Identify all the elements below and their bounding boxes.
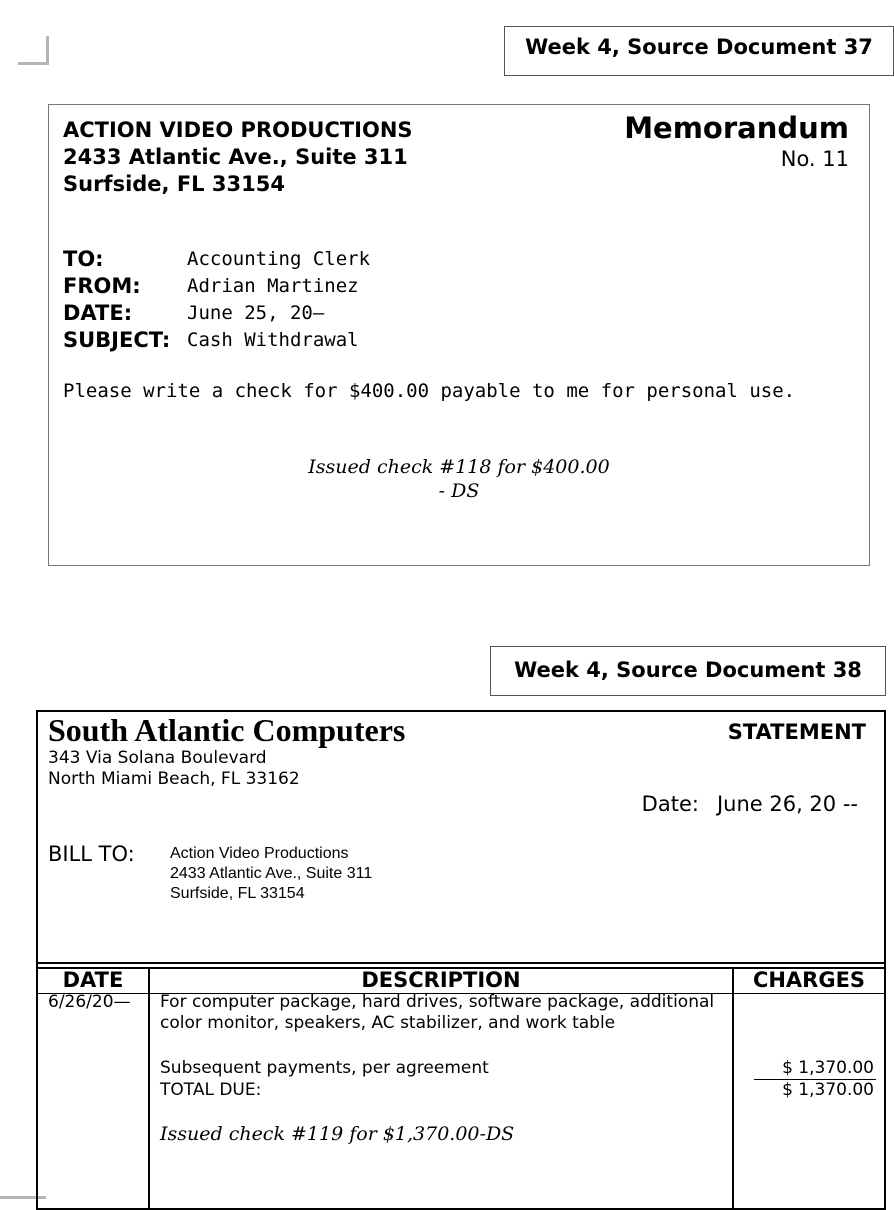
note-line2: - DS <box>438 480 480 502</box>
field-value: Cash Withdrawal <box>187 328 359 351</box>
source-document-37-tag: Week 4, Source Document 37 <box>504 26 894 76</box>
date-value: June 26, 20 -- <box>716 792 858 816</box>
memo-body: Please write a check for $400.00 payable to me for personal use. <box>63 380 796 402</box>
column-divider <box>732 967 734 1208</box>
statement-date <box>642 792 858 816</box>
field-label: SUBJECT: <box>63 327 171 352</box>
field-value: June 25, 20— <box>187 301 325 324</box>
handwritten-note: Issued check #119 for $1,370.00-DS <box>160 1123 515 1145</box>
field-value: Adrian Martinez <box>187 274 359 297</box>
company-name: ACTION VIDEO PRODUCTIONS <box>63 118 413 142</box>
field-label: DATE: <box>63 300 133 325</box>
vendor-address-line1: 343 Via Solana Boulevard <box>48 748 267 768</box>
memo-fields <box>63 245 370 353</box>
note-line1: Issued check #118 for $400.00 <box>308 456 610 478</box>
vendor-name: South Atlantic Computers <box>48 712 406 748</box>
column-header-charges: CHARGES <box>752 968 866 992</box>
memo-field-subject <box>63 326 370 353</box>
statement-title: STATEMENT <box>727 720 866 744</box>
date-label: Date: <box>641 792 699 816</box>
field-label: FROM: <box>63 273 141 298</box>
row-description: For computer package, hard drives, software package, additional color monitor, speakers, AC stabilizer, and work table <box>160 992 715 1033</box>
crop-mark <box>18 36 49 65</box>
bill-to-label: BILL TO: <box>48 842 135 866</box>
memo-field-to <box>63 245 370 272</box>
company-address-line2: Surfside, FL 33154 <box>63 172 285 196</box>
handwritten-note <box>49 455 869 503</box>
memo-number: No. 11 <box>780 147 849 171</box>
bill-to-line3: Surfside, FL 33154 <box>170 885 305 902</box>
field-value: Accounting Clerk <box>187 247 371 270</box>
column-divider <box>148 967 150 1208</box>
subsequent-payments-amount: $ 1,370.00 <box>782 1058 874 1078</box>
row-date: 6/26/20— <box>48 992 131 1012</box>
field-label: TO: <box>63 246 104 271</box>
column-header-date: DATE <box>62 968 124 992</box>
table-rule <box>38 962 884 964</box>
total-due-label: TOTAL DUE: <box>160 1080 262 1100</box>
bill-to-address <box>170 844 372 904</box>
total-due-amount: $ 1,370.00 <box>782 1080 874 1100</box>
vendor-address-line2: North Miami Beach, FL 33162 <box>48 769 300 789</box>
company-header <box>63 117 413 198</box>
bill-to-line1: Action Video Productions <box>170 845 349 862</box>
memo-title: Memorandum <box>624 111 849 145</box>
memo-field-date <box>63 299 370 326</box>
column-header-description: DESCRIPTION <box>361 968 521 992</box>
company-address-line1: 2433 Atlantic Ave., Suite 311 <box>63 145 408 169</box>
vendor-address <box>48 748 300 790</box>
source-document-38-tag: Week 4, Source Document 38 <box>490 646 886 696</box>
statement <box>36 710 886 1210</box>
memorandum <box>48 104 870 566</box>
subsequent-payments-label: Subsequent payments, per agreement <box>160 1058 489 1078</box>
memo-field-from <box>63 272 370 299</box>
bill-to-line2: 2433 Atlantic Ave., Suite 311 <box>170 865 373 882</box>
